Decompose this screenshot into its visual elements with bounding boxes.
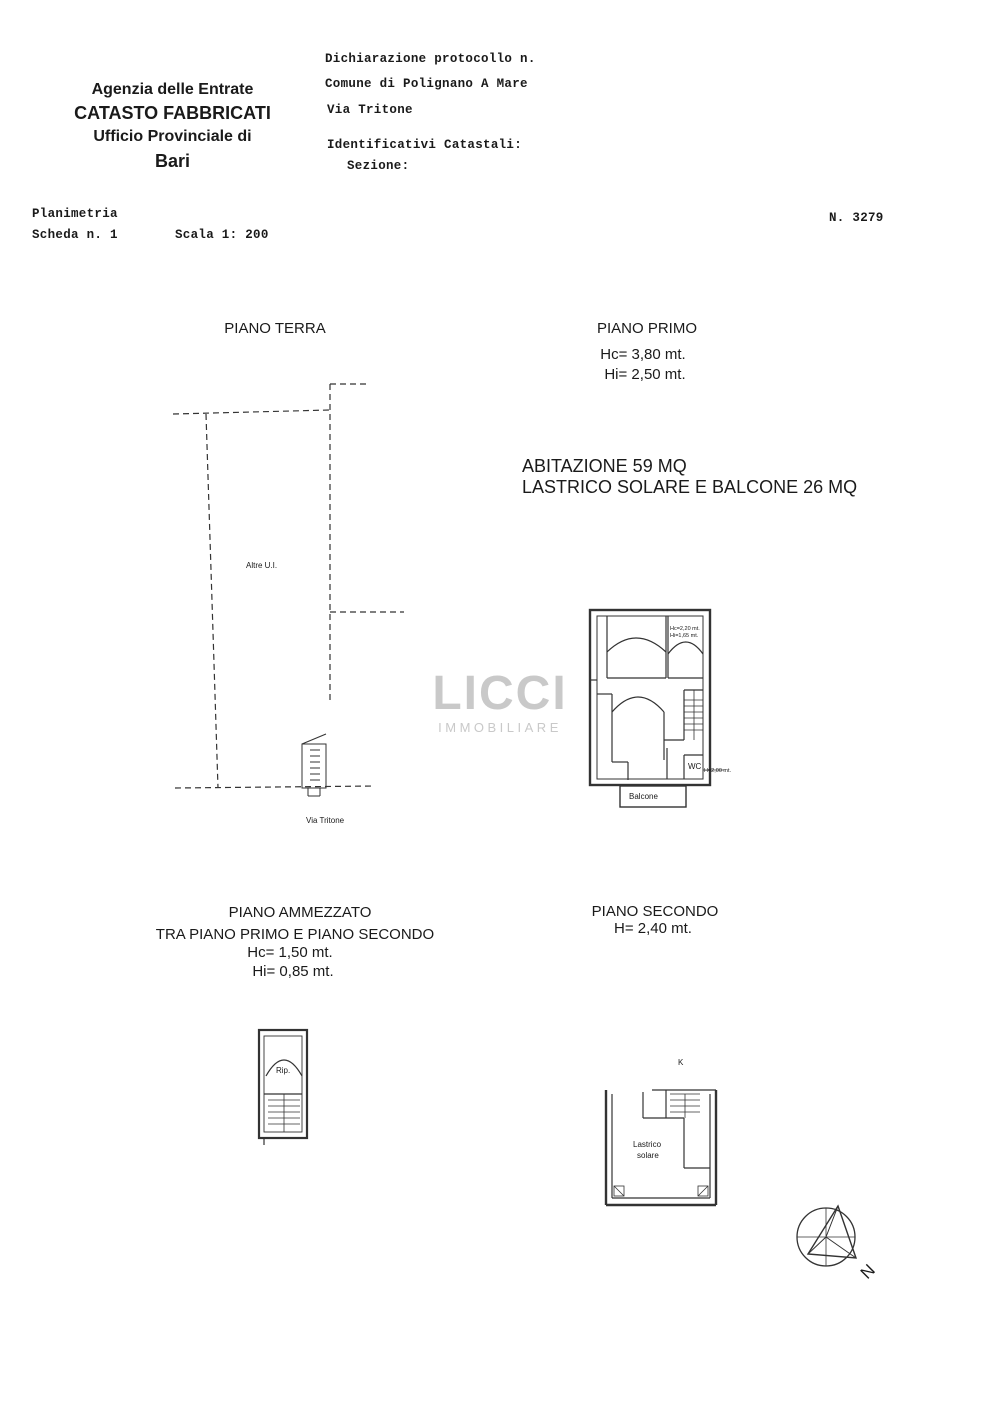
- piano-primo-room-hi: Hi=1,65 mt.: [670, 633, 699, 639]
- catasto-title: CATASTO FABBRICATI: [74, 103, 271, 123]
- piano-secondo-h: H= 2,40 mt.: [614, 920, 692, 937]
- piano-secondo-lastrico-label: Lastrico: [633, 1140, 662, 1149]
- scala-label: Scala 1: 200: [175, 228, 269, 242]
- piano-secondo-solare-label: solare: [637, 1151, 659, 1160]
- sezione-line: Sezione:: [347, 159, 410, 173]
- piano-ammezzato-title: PIANO AMMEZZATO: [228, 904, 372, 921]
- piano-terra-altre-label: Altre U.I.: [246, 561, 278, 570]
- document-number: N. 3279: [829, 211, 884, 225]
- piano-ammezzato-plan: [259, 1030, 307, 1145]
- ufficio-label: Ufficio Provinciale di: [93, 128, 252, 145]
- scheda-label: Scheda n. 1: [32, 228, 118, 242]
- comune-line: Comune di Polignano A Mare: [325, 77, 528, 91]
- ident-catastali-line: Identificativi Catastali:: [327, 138, 523, 152]
- piano-terra-street-label: Via Tritone: [306, 816, 345, 825]
- provincia-name: Bari: [154, 151, 190, 171]
- watermark-sub: IMMOBILIARE: [438, 720, 562, 735]
- watermark-brand: LICCI: [432, 667, 568, 720]
- agency-name: Agenzia delle Entrate: [91, 81, 254, 98]
- piano-primo-balcone-label: Balcone: [629, 792, 658, 801]
- piano-secondo-title: PIANO SECONDO: [591, 903, 719, 920]
- piano-primo-wc-height: H=2,00 mt.: [704, 768, 732, 774]
- piano-terra-plan: [173, 384, 404, 788]
- compass-north-label: N: [856, 1260, 879, 1283]
- piano-ammezzato-hc: Hc= 1,50 mt.: [247, 944, 333, 961]
- protocol-line: Dichiarazione protocollo n.: [325, 52, 536, 66]
- piano-secondo-k-label: K: [678, 1058, 684, 1067]
- compass-rose-icon: [797, 1206, 856, 1266]
- planimetria-label: Planimetria: [32, 207, 118, 221]
- piano-terra-title: PIANO TERRA: [224, 320, 326, 337]
- piano-ammezzato-rip-label: Rip.: [276, 1066, 291, 1075]
- piano-primo-hi: Hi= 2,50 mt.: [604, 366, 686, 383]
- piano-primo-hc: Hc= 3,80 mt.: [600, 346, 686, 363]
- summary-lastrico: LASTRICO SOLARE E BALCONE 26 MQ: [522, 477, 858, 497]
- via-line: Via Tritone: [327, 103, 413, 117]
- piano-ammezzato-hi: Hi= 0,85 mt.: [252, 963, 334, 980]
- piano-ammezzato-subtitle: TRA PIANO PRIMO E PIANO SECONDO: [155, 926, 435, 943]
- piano-primo-wc-label: WC: [688, 762, 702, 771]
- piano-primo-room-hc: Hc=2,20 mt.: [670, 626, 700, 632]
- summary-abitazione: ABITAZIONE 59 MQ: [522, 456, 687, 476]
- piano-primo-plan: [590, 610, 724, 807]
- piano-primo-title: PIANO PRIMO: [596, 320, 697, 337]
